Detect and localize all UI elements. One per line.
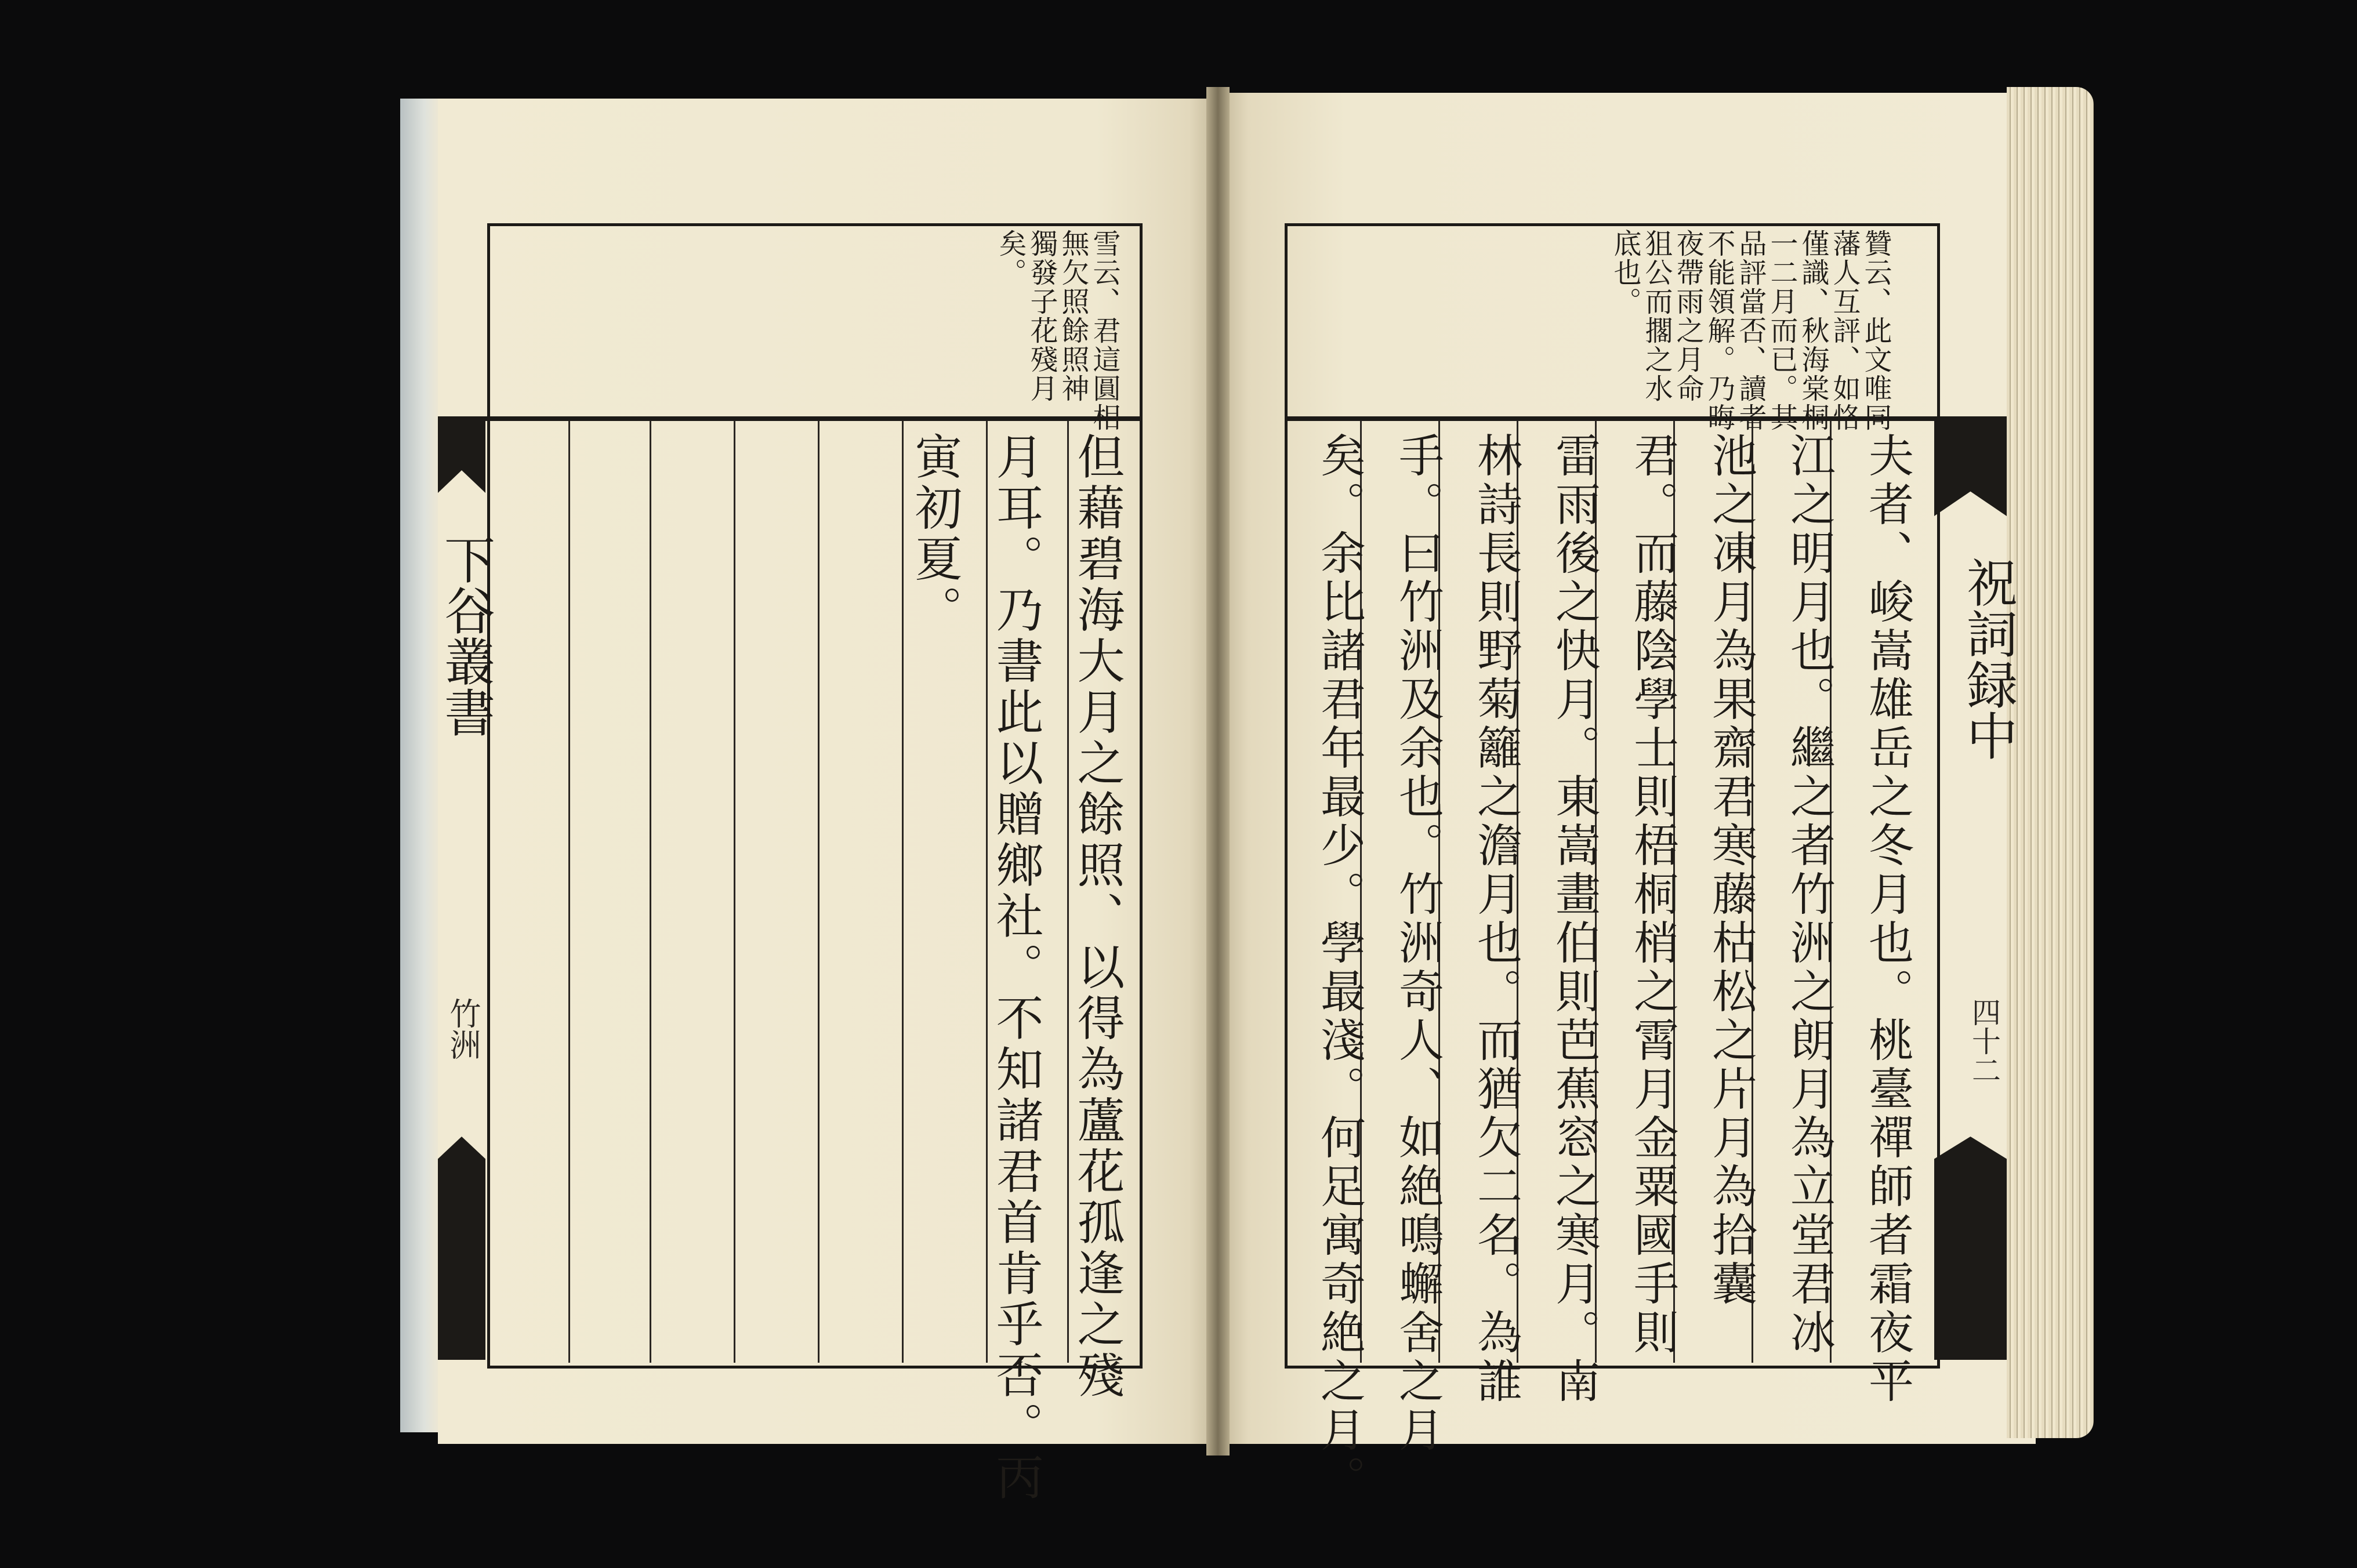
- right-headnote-divider: [1285, 416, 2007, 421]
- right-running-title: 祝詞録中: [1959, 557, 2018, 761]
- column-rule: [650, 420, 651, 1363]
- left-page-name: 竹洲: [445, 997, 481, 1060]
- left-headnote-line: 雪云、君這圓相: [1088, 229, 1121, 432]
- right-text-column: 江之明月也。繼之者竹洲之朗月為立堂君冰: [1783, 432, 1835, 1358]
- column-rule: [1067, 420, 1069, 1363]
- right-text-column: 雷雨後之快月。東嵩畫伯則芭蕉窓之寒月。南: [1548, 432, 1600, 1406]
- left-headnote-divider: [438, 416, 1140, 421]
- right-headnote-line: 狙公而擱之水: [1640, 229, 1673, 403]
- right-headnote-line: 一二月而已。其: [1765, 229, 1798, 432]
- right-text-column: 夫者、峻嵩雄岳之冬月也。桃臺禪師者霜夜平: [1861, 432, 1913, 1406]
- left-text-column: 但藉碧海大月之餘照、以得為蘆花孤逢之殘: [1069, 432, 1125, 1402]
- right-headnote-line: 品評當否、讀者: [1734, 229, 1767, 432]
- right-headnote-line: 底也。: [1609, 229, 1641, 316]
- right-headnote-line: 不能領解。乃晦: [1703, 229, 1735, 432]
- left-running-title: 下谷叢書: [436, 533, 496, 738]
- column-rule: [734, 420, 735, 1363]
- right-text-column: 君。而藤陰學士則梧桐梢之霄月金粟國手則: [1626, 432, 1678, 1358]
- right-headnote-line: 藩人互評、如恪: [1828, 229, 1861, 432]
- right-headnote-line: 夜帶雨之月命: [1671, 229, 1704, 403]
- right-text-column: 林詩長則野菊籬之澹月也。而猶欠二名。為誰: [1470, 432, 1522, 1406]
- right-headnote-line: 僅識、秋海棠桐: [1797, 229, 1829, 432]
- right-text-column: 池之凍月為果齋君寒藤枯松之片月為拾囊: [1705, 432, 1757, 1309]
- column-rule: [986, 420, 988, 1363]
- left-text-column: 月耳。乃書此以贈鄉社。不知諸君首肯乎否。丙: [988, 432, 1043, 1504]
- right-text-column: 手。曰竹洲及余也。竹洲奇人、如絶鳴蠏舍之月: [1391, 432, 1444, 1455]
- column-rule: [818, 420, 819, 1363]
- left-text-column: 寅初夏。: [907, 432, 962, 636]
- left-headnote-line: 矣。: [994, 229, 1027, 287]
- left-fishtail-bottom: [438, 1137, 485, 1360]
- right-fishtail-bottom: [1934, 1137, 2007, 1360]
- column-rule: [902, 420, 904, 1363]
- book-cover-edge: [400, 99, 441, 1432]
- right-folio: 四十二: [1967, 997, 2001, 1084]
- column-rule: [568, 420, 570, 1363]
- left-headnote-line: 獨發子花殘月: [1025, 229, 1058, 403]
- page-fore-edge: [2007, 87, 2094, 1438]
- book-gutter: [1206, 87, 1230, 1456]
- left-headnote-line: 無欠照餘照神: [1057, 229, 1089, 403]
- right-text-column: 矣。余比諸君年最少。學最淺。何足寓奇絶之月。: [1313, 432, 1365, 1504]
- right-headnote-line: 贊云、此文唯同: [1859, 229, 1892, 432]
